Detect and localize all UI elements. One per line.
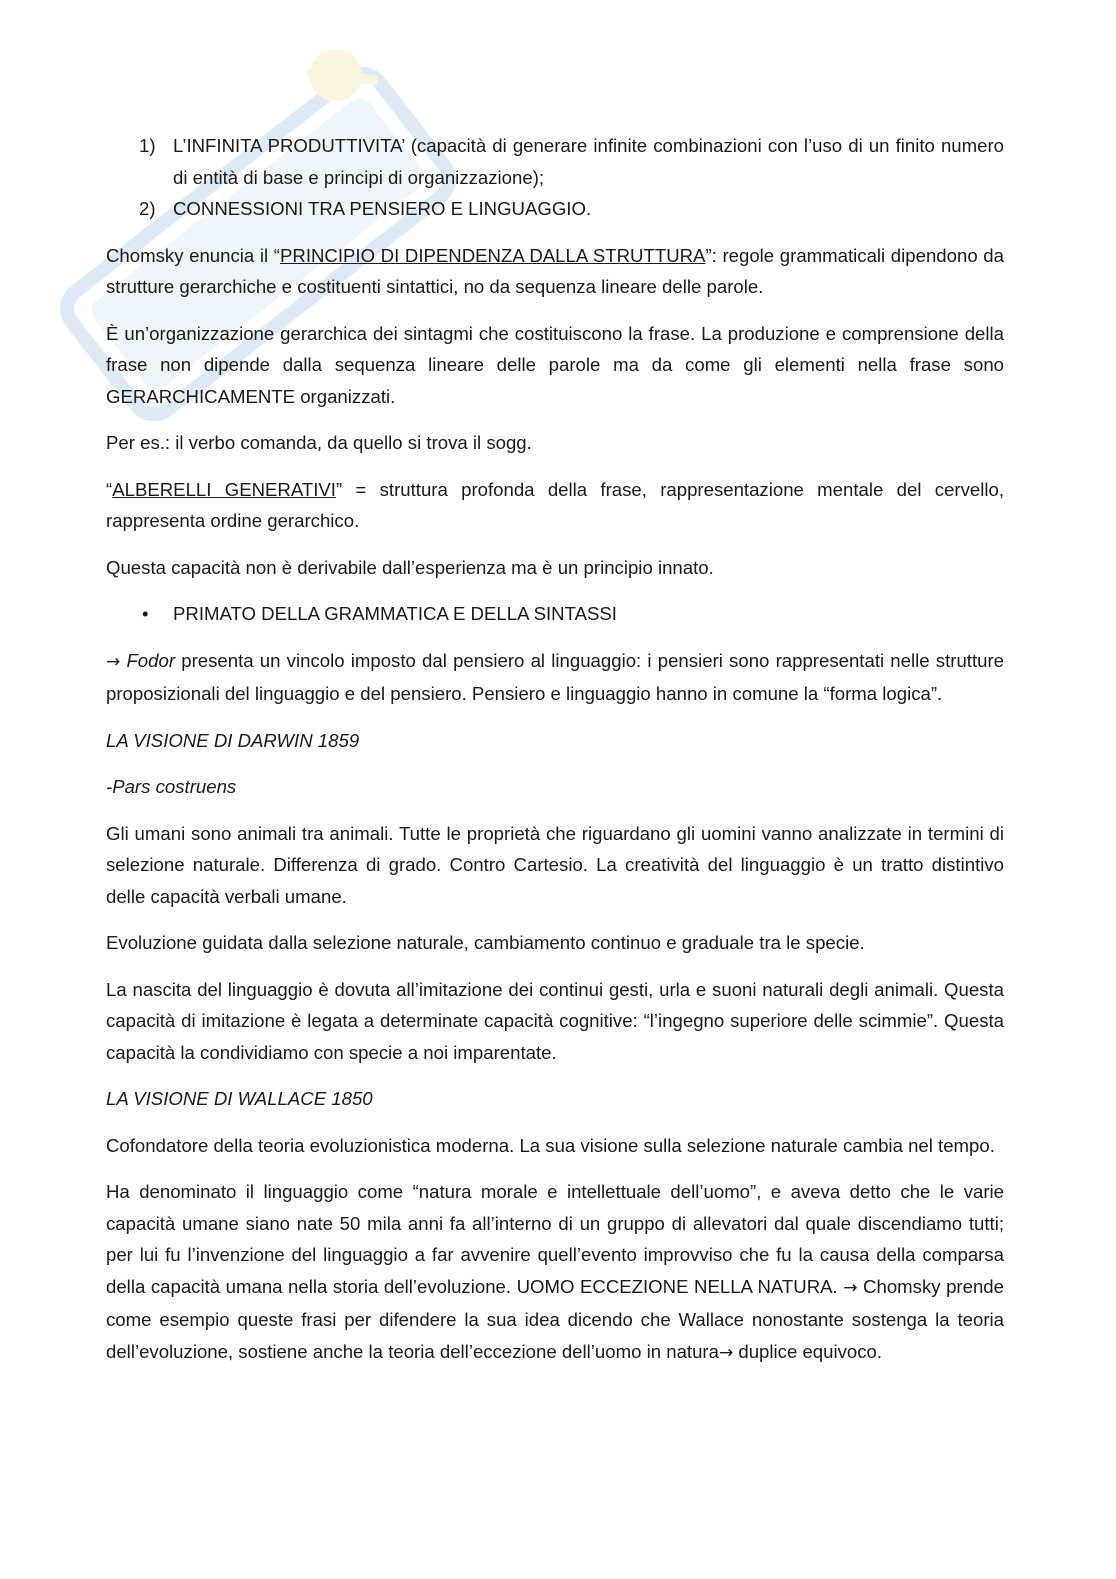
paragraph-humans-animals: Gli umani sono animali tra animali. Tutte le proprietà che riguardano gli uomini vanno analizzate in termini di selezione naturale. Differenza di grado. Contro Cartesio. La creatività del linguaggio è un tratto distintivo delle capacità verbali umane. bbox=[106, 822, 1004, 907]
arrow-right-icon: → bbox=[106, 651, 121, 672]
text-run: “ bbox=[106, 478, 113, 500]
paragraph-generative-trees bbox=[106, 474, 1004, 537]
bullet-text: PRIMATO DELLA GRAMMATICA E DELLA SINTASSI bbox=[173, 603, 617, 624]
list-text: L’INFINITA PRODUTTIVITA’ (capacità di generare infinite combinazioni con l’uso di un finito numero di entità di base e principi di organizzazione); bbox=[173, 135, 1004, 188]
list-number: 1) bbox=[139, 135, 156, 156]
bullet-dot: • bbox=[142, 603, 149, 624]
paragraph-wallace-language bbox=[106, 1176, 1004, 1369]
text-run: ” = struttura profonda della frase, rappresentazione mentale del cervello, rappresenta ordine gerarchico. bbox=[106, 478, 1004, 531]
list-text: CONNESSIONI TRA PENSIERO E LINGUAGGIO. bbox=[173, 198, 592, 219]
paragraph-hierarchical-organization: È un’organizzazione gerarchica dei sintagmi che costituiscono la frase. La produzione e comprensione della frase non dipende dalla sequenza lineare delle parole ma da come gli elementi nella frase sono GERARCHICAMENTE organizzati. bbox=[106, 322, 1004, 407]
bullet-item bbox=[106, 598, 1004, 630]
subheading-pars-costruens: -Pars costruens bbox=[106, 776, 237, 797]
text-run: Ha denominato il linguaggio come “natura morale e intellettuale dell’uomo”, e aveva detto che le varie capacità umane siano nate 50 mila anni fa all’interno di un gruppo di allevatori dal quale discendiamo tutti; per lui fu l’invenzione del linguaggio a far avvenire quell’evento improvviso che fu la causa della comparsa della capacità umana nella storia dell’evoluzione. UOMO ECCEZIONE NELLA NATURA. bbox=[106, 1181, 1004, 1297]
underlined-term: PRINCIPIO DI DIPENDENZA DALLA STRUTTURA bbox=[279, 244, 706, 266]
paragraph-cofounder: Cofondatore della teoria evoluzionistica moderna. La sua visione sulla selezione naturale cambia nel tempo. bbox=[106, 1134, 995, 1156]
underlined-term: ALBERELLI GENERATIVI bbox=[112, 478, 336, 500]
paragraph-evolution: Evoluzione guidata dalla selezione naturale, cambiamento continuo e graduale tra le specie. bbox=[106, 932, 865, 953]
paragraph-example: Per es.: il verbo comanda, da quello si trova il sogg. bbox=[106, 432, 532, 453]
author-name: Fodor bbox=[126, 649, 176, 671]
section-heading-wallace: LA VISIONE DI WALLACE 1850 bbox=[106, 1088, 373, 1109]
text-run: ”: regole grammaticali dipendono da strutture gerarchiche e costituenti sintattici, no da sequenza lineare delle parole. bbox=[106, 244, 1004, 297]
text-run: Chomsky prende come esempio queste frasi per difendere la sua idea dicendo che Wallace nonostante sostenga la teoria dell’evoluzione, sostiene anche la teoria dell’eccezione dell’uomo in natura bbox=[106, 1275, 1004, 1362]
paragraph-fodor bbox=[106, 645, 1004, 710]
arrow-right-icon: → bbox=[718, 1342, 734, 1363]
text-run: duplice equivoco. bbox=[733, 1340, 883, 1362]
paragraph-language-birth: La nascita del linguaggio è dovuta all’imitazione dei continui gesti, urla e suoni naturali degli animali. Questa capacità di imitazione è legata a determinate capacità cognitive: “l’ingegno superiore delle scimmie”. Questa capacità la condividiamo con specie a noi imparentate. bbox=[106, 978, 1004, 1063]
numbered-list bbox=[106, 130, 1004, 225]
section-heading-darwin: LA VISIONE DI DARWIN 1859 bbox=[106, 729, 360, 751]
paragraph-innate-principle: Questa capacità non è derivabile dall’esperienza ma è un principio innato. bbox=[106, 556, 714, 578]
list-item bbox=[106, 193, 1004, 225]
arrow-right-icon: → bbox=[843, 1277, 858, 1298]
text-run: Chomsky enuncia il “ bbox=[106, 244, 280, 266]
document-content bbox=[106, 130, 1004, 1384]
text-run: presenta un vincolo imposto dal pensiero al linguaggio: i pensieri sono rappresentati nelle strutture proposizionali del linguaggio e del pensiero. Pensiero e linguaggio hanno in comune la “forma logica”. bbox=[106, 649, 1004, 704]
paragraph-chomsky-principle bbox=[106, 240, 1004, 303]
list-number: 2) bbox=[139, 198, 156, 219]
list-item bbox=[106, 130, 1004, 193]
